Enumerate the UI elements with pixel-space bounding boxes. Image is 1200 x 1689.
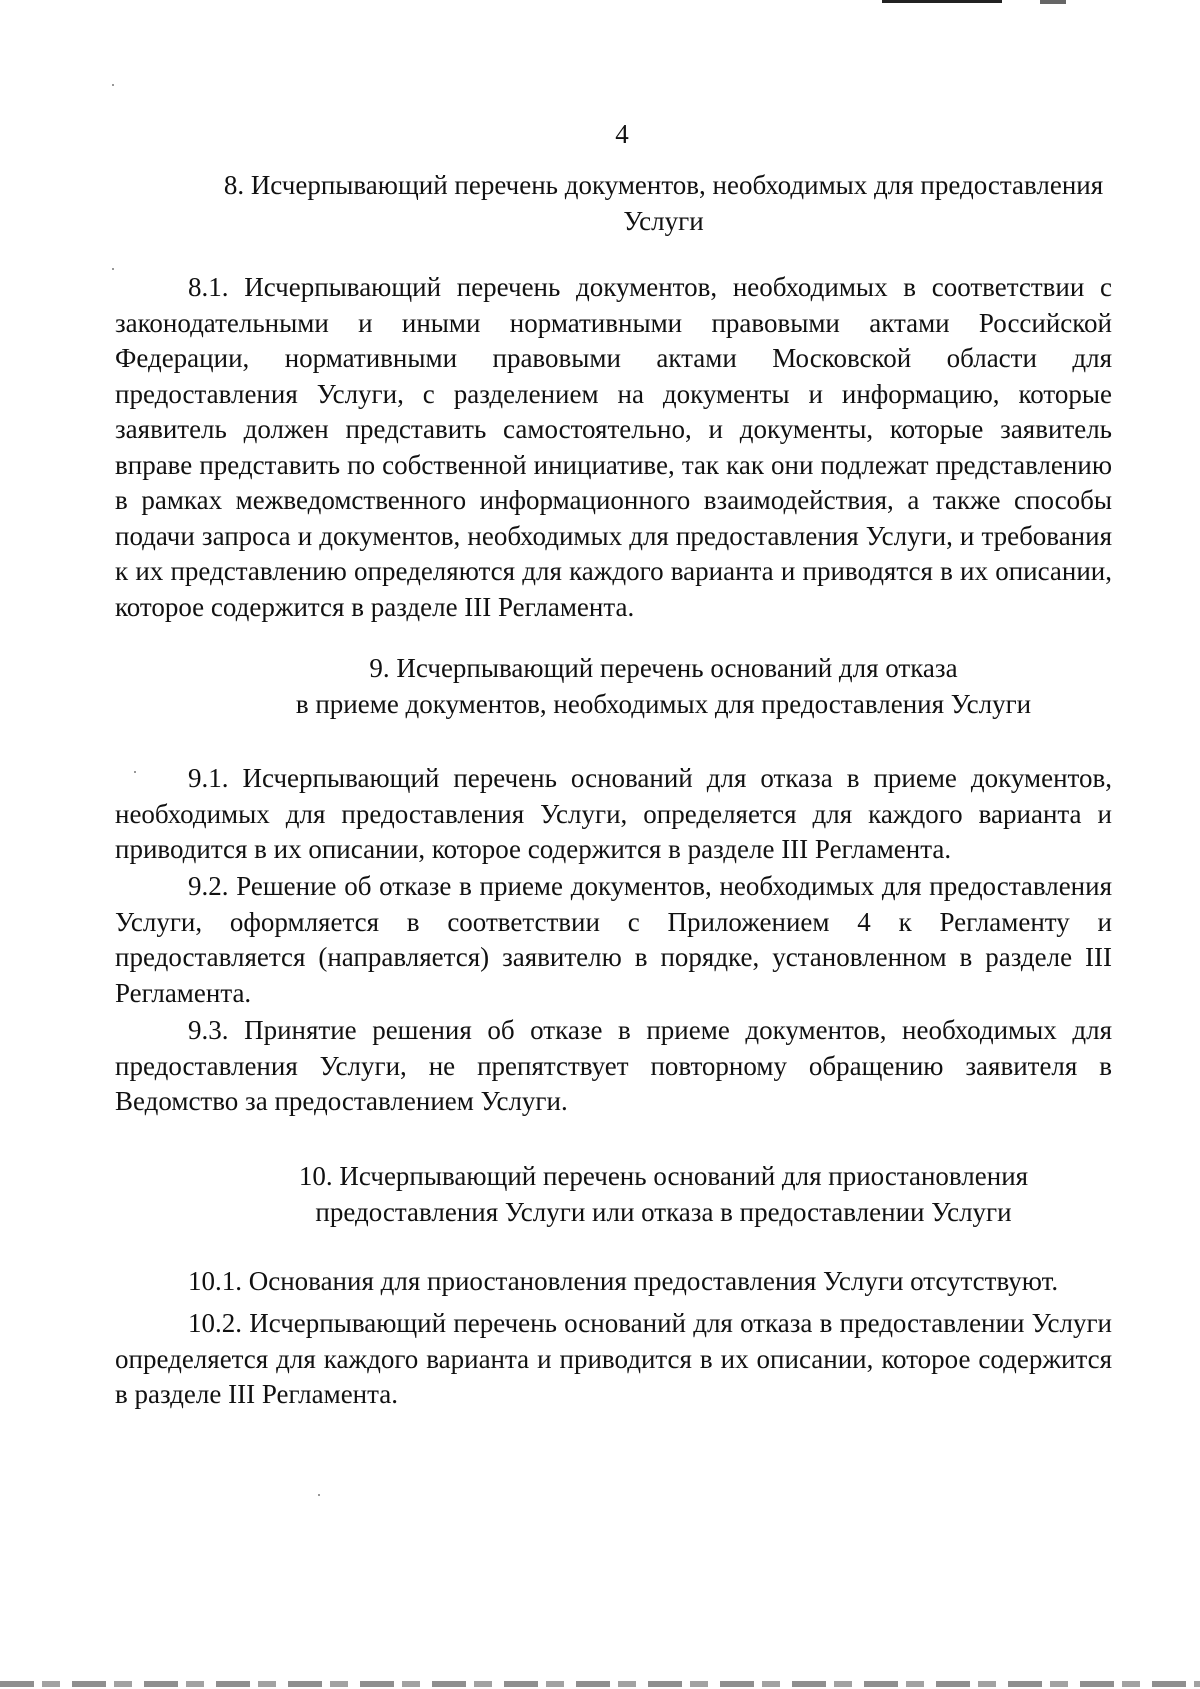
scan-artifact-top-mark — [1040, 0, 1066, 4]
section-10-heading-line-1: 10. Исчерпывающий перечень оснований для приостановления — [298, 1161, 1029, 1191]
paragraph-10-1: 10.1. Основания для приостановления предоставления Услуги отсутствуют. — [188, 1266, 1059, 1296]
scan-artifact-bottom-line — [0, 1681, 1200, 1687]
section-10-heading-line-2: предоставления Услуги или отказа в предоставлении Услуги — [315, 1197, 1012, 1227]
paragraph-9-1: 9.1. Исчерпывающий перечень оснований для отказа в приеме документов, необходимых для предоставления Услуги, определяется для каждого варианта и приводится в их описании, которое содержится в разделе III Регламента. — [115, 763, 1112, 864]
section-8-heading-line-2: Услуги — [623, 206, 704, 236]
paragraph-9-2: 9.2. Решение об отказе в приеме документов, необходимых для предоставления Услуги, оформляется в соответствии с Приложением 4 к Регламенту и предоставляется (направляется) заявителю в порядке, установленном в разделе III Регламента. — [115, 871, 1112, 1008]
scan-speck — [112, 84, 114, 86]
scan-speck — [134, 771, 136, 773]
scan-speck — [318, 1494, 320, 1496]
page-number: 4 — [615, 119, 629, 149]
paragraph-8-1: 8.1. Исчерпывающий перечень документов, необходимых в соответствии с законодательными и иными нормативными правовыми актами Российской Федерации, нормативными правовыми актами Московской области для предоставления Услуги, с разделением на документы и информацию, которые заявитель должен представить самостоятельно, и документы, которые заявитель вправе представить по собственной инициативе, так как они подлежат представлению в рамках межведомственного информационного взаимодействия, а также способы подачи запроса и документов, необходимых для предоставления Услуги, и требования к их представлению определяются для каждого варианта и приводятся в их описании, которое содержится в разделе III Регламента. — [115, 272, 1112, 622]
section-9-heading — [115, 650, 1200, 722]
scan-speck — [112, 268, 114, 270]
section-8-heading-line-1: 8. Исчерпывающий перечень документов, необходимых для предоставления — [223, 170, 1104, 200]
section-10-heading — [115, 1158, 1200, 1230]
section-8-heading — [115, 167, 1200, 239]
paragraph-10-2: 10.2. Исчерпывающий перечень оснований для отказа в предоставлении Услуги определяется для каждого варианта и приводится в их описании, которое содержится в разделе III Регламента. — [115, 1308, 1112, 1409]
section-9-heading-line-2: в приеме документов, необходимых для предоставления Услуги — [295, 689, 1032, 719]
paragraph-9-3: 9.3. Принятие решения об отказе в приеме документов, необходимых для предоставления Услуги, не препятствует повторному обращению заявителя в Ведомство за предоставлением Услуги. — [115, 1015, 1112, 1116]
scan-artifact-top-line — [882, 0, 1002, 3]
section-9-heading-line-1: 9. Исчерпывающий перечень оснований для отказа — [369, 653, 958, 683]
